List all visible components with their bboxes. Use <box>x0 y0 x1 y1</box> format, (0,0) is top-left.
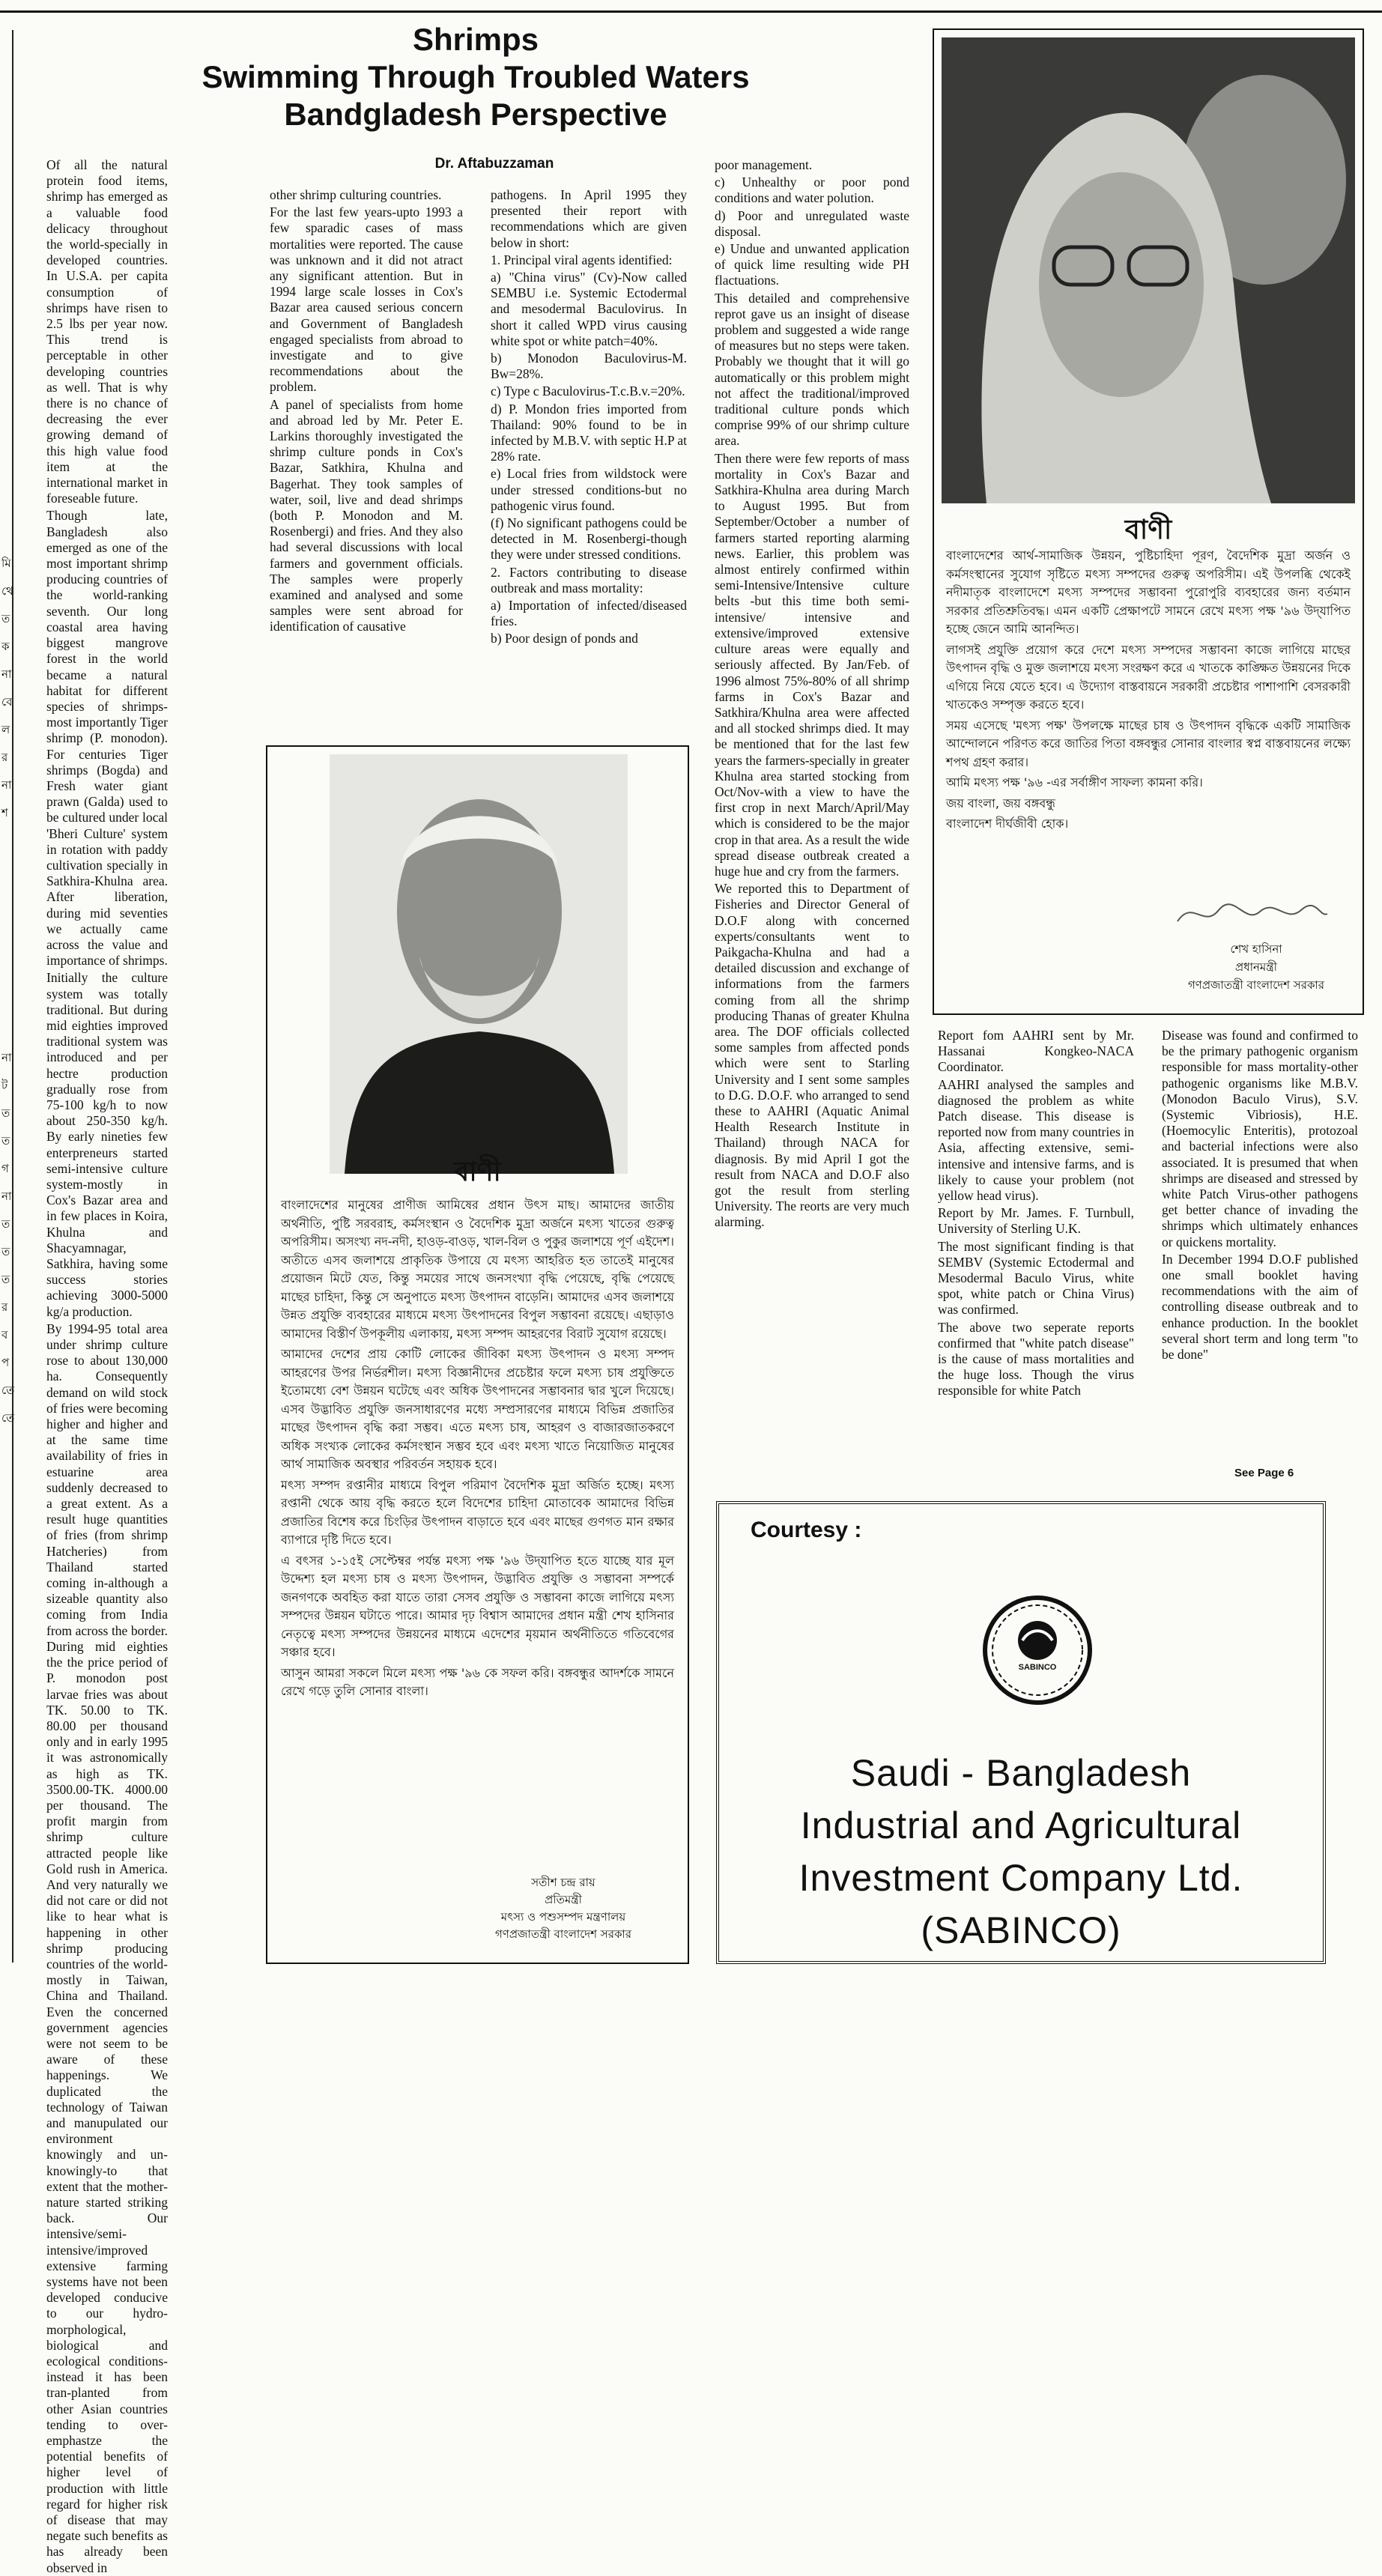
col6-paragraph: Disease was found and confirmed to be the primary pathogenic organism responsible for mass mortality-other pathogenic organisms like M.B.V. (Monodon Baculo Virus), S.V. (Systemic Vibriosis), H.E. (Hoemocylic Enteritis), protozoal and bacterial infections were also associated. It is presumed that when shrimps are diseased and stressed by white Patch Virus-other pathogens get better chance of invading the shrimps which ultimately enhances or quickens mortality. <box>1162 1028 1358 1249</box>
pm-message-body <box>946 547 1351 906</box>
article-column-6 <box>1162 1028 1358 1464</box>
left-edge-fragment: না <box>1 1191 12 1203</box>
left-edge-fragment: ক <box>1 641 10 653</box>
col5-paragraph: Report fom AAHRI sent by Mr. Hassanai Kongkeo-NACA Coordinator. <box>938 1028 1134 1075</box>
left-edge-column <box>0 30 13 1963</box>
left-edge-fragment: ত <box>1 1219 10 1231</box>
left-edge-fragment: তে <box>1 1385 15 1397</box>
article-headline <box>146 21 805 133</box>
left-edge-fragment: প <box>1 1357 10 1369</box>
left-edge-fragment: র <box>1 1302 8 1314</box>
minister-signatory-name: সতীশ চন্দ্র রায় <box>531 1876 595 1889</box>
pm-signatory <box>1151 940 1361 994</box>
col3-paragraph: c) Type c Baculovirus-T.c.B.v.=20%. <box>491 384 685 399</box>
col5-paragraph: The most significant finding is that SEMBV (Systemic Ectodermal and Mesodermal Baculo Virus, white spot, white patch or China Virus) was confirmed. <box>938 1238 1134 1318</box>
pm-signatory-name: শেখ হাসিনা <box>1230 942 1282 956</box>
col3-paragraph: b) Poor design of ponds and <box>491 631 638 646</box>
minister-message-title: বাণী <box>454 1157 501 1187</box>
left-edge-fragment: গ <box>1 1163 9 1175</box>
col4-paragraph: c) Unhealthy or poor pond conditions and water polution. <box>715 175 909 206</box>
minister-message-paragraph: আসুন আমরা সকলে মিলে মৎস্য পক্ষ '৯৬ কে সফল করি। বঙ্গবন্ধুর আদর্শকে সামনে রেখে গড়ে তুলি সোনার বাংলা। <box>281 1665 674 1698</box>
minister-message-paragraph: বাংলাদেশের মানুষের প্রাণীজ আমিষের প্রধান উৎস মাছ। আমাদের জাতীয় অর্থনীতি, পুষ্টি সরবরাহ, কর্মসংস্থান ও বৈদেশিক মুদ্রা অর্জনে মৎস্য খাতের গুরুত্ব অপরিসীম। অসংখ্য নদ-নদী, হাওড়-বাওড়, খাল-বিল ও পুকুর জলাশয়ে পূর্ণ এইদেশ। অতীতে এসব জলাশয়ে প্রাকৃতিক উপায়ে যে মৎস্য আহরিত হত তাতেই মানুষের প্রয়োজন মিটে যেত, কিন্তু সময়ের সাথে জনসংখ্যা বৃদ্ধি পেয়েছে, বৃদ্ধি পেয়েছে মাছের চাহিদা, কিন্তু সে অনুপাতে মৎস্য উৎপাদন বাড়েনি। আমাদের এসব জলাশয়ে উন্নত প্রযুক্তি ব্যবহারের মাধ্যমে মৎস্য উৎপাদনের বিপুল সম্ভাবনা রয়েছে। এছাড়াও আমাদের বিস্তীর্ণ উপকূলীয় এলাকায়, মৎস্য সম্পদ আহরণের বিরাট সুযোগ রয়েছে। <box>281 1198 674 1341</box>
col3-paragraph: d) P. Mondon fries imported from Thailand: 90% found to be in infected by M.B.V. with septic H.P at 28% rate. <box>491 401 687 464</box>
minister-signatory <box>451 1874 676 1943</box>
col2-paragraph: For the last few years-upto 1993 a few sparadic cases of mass mortalities were reported. The cause was unknown and it did not atract any significant attention. But in 1994 large scale losses in Cox's Bazar area caused serious concern and Government of Bangladesh engaged specialists from abroad to investigate and to give recommendations about the problem. <box>270 204 463 395</box>
col1-paragraph: Though late, Bangladesh also emerged as one of the most important shrimp producing countries of the world-ranking seventh. Our long coastal area having biggest mangrove forest in the world became a natural habitat for different species of shrimps-most importantly Tiger shrimp (P. monodon). For centuries Tiger shrimps (Bogda) and Fresh water giant prawn (Galda) used to be cultured under local 'Bheri Culture' system in rotation with paddy cultivation specially in Satkhira-Khulna area. After liberation, during mid seventies we actually came across the value and importance of shrimps. <box>46 508 168 969</box>
col4-paragraph: This detailed and comprehensive reprot gave us an insight of disease problem and suggested a wide range of measures but no steps were taken. Probably we thought that it will go automatically or this problem might not affect the traditional/improved traditional culture ponds which comprise 99% of our shrimp culture area. <box>715 290 909 449</box>
col4-paragraph: d) Poor and unregulated waste disposal. <box>715 207 909 239</box>
company-line-2: Industrial and Agricultural <box>800 1804 1242 1846</box>
col5-paragraph: The above two seperate reports confirmed that "white patch disease" is the cause of mass mortalities and the huge loss. Though the virus responsible for white Patch <box>938 1319 1134 1398</box>
left-edge-fragment: না <box>1 1052 12 1064</box>
minister-message-paragraph: এ বৎসর ১-১৫ই সেপ্টেম্বর পর্যন্ত মৎস্য পক্ষ '৯৬ উদ্‌যাপিত হতে যাচ্ছে যার মূল উদ্দেশ্য হল মৎস্য চাষ ও মৎস্য উৎপাদন, উদ্ভাবিত প্রযুক্তি ও সম্ভাবনা সম্পর্কে জনগণকে অবহিত করা যাতে তারা সেসব প্রযুক্তি ও সম্ভাবনা কাজে লাগিয়ে মৎস্য সম্পদের উন্নয়ন ঘটাতে পারে। আমার দৃঢ় বিশ্বাস আমাদের প্রধান মন্ত্রী শেখ হাসিনার নেতৃত্বে মৎস্য সম্পদের উন্নয়নের মাধ্যমে এদেশের মৃয়মান অর্থনীতিতে গতিবেগের সঞ্চার হবে। <box>281 1553 674 1659</box>
article-column-4 <box>715 157 909 1483</box>
left-edge-fragment: না <box>1 669 12 681</box>
article-column-1 <box>46 157 168 2575</box>
courtesy-ad-box <box>716 1501 1326 1964</box>
see-page-note: See Page 6 <box>1234 1467 1294 1479</box>
minister-message-paragraph: আমাদের দেশের প্রায় কোটি লোকের জীবিকা মৎস্য উৎপাদন ও মৎস্য সম্পদ আহরণের উপর নির্ভরশীল। মৎস্য বিজ্ঞানীদের প্রচেষ্টার ফলে মৎস্য চাষ প্রযুক্তিতে ইতোমধ্যে বেশ উন্নয়ন ঘটেছে এবং অধিক উৎপাদনের সম্ভাবনার দ্বার খুলে দিয়েছে। এসব উদ্ভাবিত প্রযুক্তি জনসাধারণের মধ্যে সম্প্রসারণের মাধ্যমে বিভিন্ন প্রজাতির মাছের উৎপাদন বৃদ্ধি করা সম্ভব। এতে মৎস্য চাষ, আহরণ ও বাজারজাতকরণে অধিক সংখ্যক লোকের কর্মসংস্থান সম্ভব হবে এবং মৎস্য খাতে নিয়োজিত মানুষের আর্থ সামাজিক অবস্থার পরিবর্তন সহায়ক হবে। <box>281 1347 674 1471</box>
col1-paragraph: Initially the culture system was totally traditional. But during mid eighties improved traditional system was introduced and per hectre production gradually rose from 75-100 kg/h to now about 250-350 kg/h. By early nineties few enterpreneurs started semi-intensive culture system-mostly in Cox's Bazar area and in few places in Koira, Khulna and Shacyamnagar, Satkhira, having some success stories achieving 3000-5000 kg/a production. <box>46 970 168 1319</box>
left-edge-fragment: ত <box>1 1136 10 1148</box>
col5-paragraph: AAHRI analysed the samples and diagnosed the problem as white Patch disease. This disease is reported now from many countries in Asia, affecting extensive, semi-intensive and intensive farms, and is likely to cause your problem (not yellow head virus). <box>938 1076 1134 1204</box>
minister-message-box <box>266 745 689 1964</box>
pm-message-paragraph: বাংলাদেশের আর্থ-সামাজিক উন্নয়ন, পুষ্টিচাহিদা পূরণ, বৈদেশিক মুদ্রা অর্জন ও কর্মসংস্থানের সুযোগ সৃষ্টিতে মৎস্য সম্পদের গুরুত্ব অপরিসীম। এই উপলব্ধি থেকেই নদীমাতৃক বাংলাদেশে মৎস্য সম্পদের সম্ভাবনা পুরোপুরি ব্যবহারের জন্য বর্তমান সরকার প্রতিশ্রুতিবদ্ধ। এমন একটি প্রেক্ষাপটে সামনে রেখে মৎস্য পক্ষ '৯৬ উদ্‌যাপিত হচ্ছে জেনে আমি আনন্দিত। <box>946 548 1351 636</box>
top-rule <box>0 10 1382 13</box>
left-edge-fragment: ত <box>1 613 10 625</box>
left-edge-fragment: ত <box>1 1274 10 1286</box>
company-line-3: Investment Company Ltd. <box>798 1857 1243 1899</box>
left-edge-fragment: বে <box>1 697 13 709</box>
minister-signatory-ministry: মৎস্য ও পশুসম্পদ মন্ত্রণালয় <box>500 1910 626 1924</box>
headline-line-1: Shrimps <box>412 22 539 57</box>
pm-signatory-title: প্রধানমন্ত্রী <box>1235 960 1277 974</box>
minister-photo <box>330 754 628 1174</box>
col2-paragraph: other shrimp culturing countries. <box>270 187 442 202</box>
col3-paragraph: 2. Factors contributing to disease outbreak and mass mortality: <box>491 564 687 595</box>
logo-text: SABINCO <box>1018 1663 1057 1672</box>
col1-paragraph: Of all the natural protein food items, shrimp has emerged as a valuable food delicacy throughout the world-specially in developed countries. In U.S.A. per capita consumption of shrimps have risen to 2.5 lbs per year now. This trend is perceptable in other developing countries as well. That is why there is no chance of decreasing the ever growing demand of this high value food item at the international market in foreseable future. <box>46 157 168 506</box>
pm-message-paragraph: জয় বাংলা, জয় বঙ্গবন্ধু <box>946 795 1055 810</box>
article-column-2 <box>270 187 463 727</box>
minister-signatory-title: প্রতিমন্ত্রী <box>545 1893 582 1906</box>
minister-signatory-org: গণপ্রজাতন্ত্রী বাংলাদেশ সরকার <box>494 1927 632 1941</box>
left-edge-fragment: ট <box>1 1080 8 1092</box>
left-edge-fragment: না <box>1 780 12 792</box>
col3-paragraph: a) Importation of infected/diseased fries. <box>491 598 687 629</box>
left-edge-fragment: ত <box>1 1108 10 1120</box>
pm-message-title: বাণী <box>1124 515 1172 545</box>
col2-paragraph: A panel of specialists from home and abroad led by Mr. Peter E. Larkins thoroughly investigated the shrimp culture ponds in Cox's Bazar, Satkhira, Khulna and Bagerhat. They took samples of water, soil, live and dead shrimps (both P. Monodon and M. Rosenbergi) and fries. And they also had several discussions with local farmers and government officials. The samples were properly examined and analysed and some samples were sent abroad for identification of causative <box>270 396 463 634</box>
company-line-4: (SABINCO) <box>921 1909 1121 1951</box>
left-edge-fragment: র <box>1 752 8 764</box>
pm-signature-scribble <box>1174 895 1331 933</box>
left-edge-fragment: ব <box>1 1330 8 1342</box>
article-column-3 <box>491 187 687 727</box>
pm-message-paragraph: লাগসই প্রযুক্তি প্রয়োগ করে দেশে মৎস্য সম্পদের সম্ভাবনা কাজে লাগিয়ে মাছের উৎপাদন বৃদ্ধি ও মুক্ত জলাশয়ে মৎস্য সংরক্ষণ করে এ খাতকে কাঙ্ক্ষিত উন্নয়নের দিকে এগিয়ে নিয়ে যেতে হবে। এ উদ্যোগ বাস্তবায়নে সরকারী প্রচেষ্টার পাশাপাশি বেসরকারী খাতকেও সম্পৃক্ত করতে হবে। <box>946 642 1351 712</box>
left-edge-fragment: ত <box>1 1246 10 1258</box>
col3-paragraph: a) "China virus" (Cv)-Now called SEMBU i.e. Systemic Ectodermal and mesodermal Baculovirus. In short it called WPD virus causing white spot or white patch=40%. <box>491 270 687 348</box>
col5-paragraph: Report by Mr. James. F. Turnbull, University of Sterling U.K. <box>938 1205 1134 1237</box>
left-edge-fragment: শ <box>1 807 8 819</box>
minister-message-body <box>281 1196 674 1840</box>
pm-message-paragraph: বাংলাদেশ দীর্ঘজীবী হোক। <box>946 816 1069 831</box>
minister-message-paragraph: মৎস্য সম্পদ রপ্তানীর মাধ্যমে বিপুল পরিমাণ বৈদেশিক মুদ্রা অর্জিত হচ্ছে। মৎস্য রপ্তানী থেকে আয় বৃদ্ধি করতে হলে বিদেশের চাহিদা মোতাবেক আমাদের বিভিন্ন প্রজাতির বিশেষ করে চিংড়ির উৎপাদন বাড়াতে হবে এবং মাছের গুণগত মান রক্ষার ব্যাপারে দৃষ্টি দিতে হবে। <box>281 1477 674 1547</box>
pm-message-box <box>933 28 1364 1015</box>
col6-paragraph: In December 1994 D.O.F published one small booklet having recommendations with the aim of controlling disease outbreak and to enhance production. In the booklet several short term and long term "to be done" <box>1162 1251 1358 1363</box>
pm-message-paragraph: সময় এসেছে 'মৎস্য পক্ষ' উপলক্ষে মাছের চাষ ও উৎপাদন বৃদ্ধিকে একটি সামাজিক আন্দোলনে পরিণত করে জাতির পিতা বঙ্গবন্ধুর সোনার বাংলার স্বপ্ন বাস্তবায়নের লক্ষ্যে শপথ গ্রহণ করার। <box>946 718 1351 769</box>
col1-paragraph: By 1994-95 total area under shrimp culture rose to about 130,000 ha. Consequently demand on wild stock of fries were becoming higher and higher and at the same time availability of fries in estuarine area suddenly decreased to a great extent. As a result huge quantities of fries (from shrimp Hatcheries) from Thailand started coming in-although a sizeable quantity also coming from India from across the border. During mid eighties the the price period of P. monodon post larvae fries was about TK. 50.00 to TK. 80.00 per thousand only and in early 1995 it was astronomically as high as TK. 3500.00-TK. 4000.00 per thousand. The profit margin from shrimp culture attracted people like Gold rush in America. And very naturally we did not care or did not like to hear what is happening in other shrimp producing countries of the world-mostly in Taiwan, China and Thailand. Even the concerned government agencies were not seem to be aware of these happenings. We duplicated the technology of Taiwan and manupulated our environment knowingly and un-knowingly-to that extent that the mother-nature started striking back. Our intensive/semi-intensive/improved extensive farming systems have not been developed conducive to our hydro-morphological, biological and ecological conditions-instead it has been tran-planted from other Asian countries tending to over-emphastze the potential benefits of higher level of production with little regard for higher risk of disease that may negate such benefits as has already been observed in <box>46 1321 168 2575</box>
company-line-1: Saudi - Bangladesh <box>850 1752 1192 1794</box>
left-edge-fragment: মি <box>1 558 11 570</box>
pm-photo <box>942 37 1355 503</box>
article-column-5 <box>938 1028 1134 1476</box>
courtesy-label: Courtesy : <box>751 1518 862 1542</box>
col3-paragraph: 1. Principal viral agents identified: <box>491 252 673 267</box>
col3-paragraph: (f) No significant pathogens could be detected in M. Rosenbergi-though they were under stressed conditions. <box>491 515 687 563</box>
headline-line-3: Bandgladesh Perspective <box>284 97 667 132</box>
left-edge-fragment: থে <box>1 586 13 598</box>
col4-paragraph: e) Undue and unwanted application of quick lime resulting wide PH flactuations. <box>715 241 909 288</box>
col4-paragraph: Then there were few reports of mass mortality in Cox's Bazar and Satkhira-Khulna area during March to August 1995. But from September/October a number of farmers started reporting alarming news. Earlier, this problem was almost entirely confirmed within semi-Intensive/Intensive culture belts -but this time both semi-intensive/ intensive and extensive/improved extensive culture areas were equally and seriously affected. By Jan/Feb. of 1996 almost 75%-80% of all shrimp farms in Cox's Bazar and Satkhira/Khulna area were affected and all stocked shrimps died. It may be mentioned that for the last few years the farmers-specially in greater Khulna area started stocking from Oct/Nov-with a view to have the first crop in next March/April/May which is considered to be the major crop in that area. As a result the wide spread disease outbreak created a huge hue and cry from the farmers. <box>715 450 909 879</box>
byline: Dr. Aftabuzzaman <box>434 156 554 172</box>
col4-paragraph: We reported this to Department of Fisheries and Director General of D.O.F along with concerned experts/consultants went to Paikgacha-Khulna and had a detailed discussion and exchange of informations from the farmers coming from all the shrimp producing Thanas of greater Khulna area. The DOF officials collected some samples from affected ponds which were sent to Starling University and I sent some samples to D.G. D.O.F. who arranged to send these to AAHRI (Aquatic Animal Health Research Institute in Thailand) through NACA for diagnosis. By mid April I got the result from NACA and D.O.F also got the result from sterling University. The reorts are very much alarming. <box>715 881 909 1230</box>
left-edge-fragment: তে <box>1 1413 15 1425</box>
sabinco-logo-icon <box>981 1594 1094 1706</box>
col3-paragraph: b) Monodon Baculovirus-M. Bw=28%. <box>491 351 687 382</box>
headline-line-2: Swimming Through Troubled Waters <box>201 59 750 94</box>
left-edge-fragment: ল <box>1 724 10 736</box>
col3-paragraph: pathogens. In April 1995 they presented their report with recommendations which are given below in short: <box>491 187 687 250</box>
col3-paragraph: e) Local fries from wildstock were under stressed conditions-but no pathogenic virus found. <box>491 466 687 513</box>
pm-signatory-org: গণপ্রজাতন্ত্রী বাংলাদেশ সরকার <box>1187 978 1325 992</box>
col4-paragraph: poor management. <box>715 157 813 172</box>
pm-message-paragraph: আমি মৎস্য পক্ষ '৯৬ -এর সর্বাঙ্গীণ সাফল্য কামনা করি। <box>946 775 1203 790</box>
